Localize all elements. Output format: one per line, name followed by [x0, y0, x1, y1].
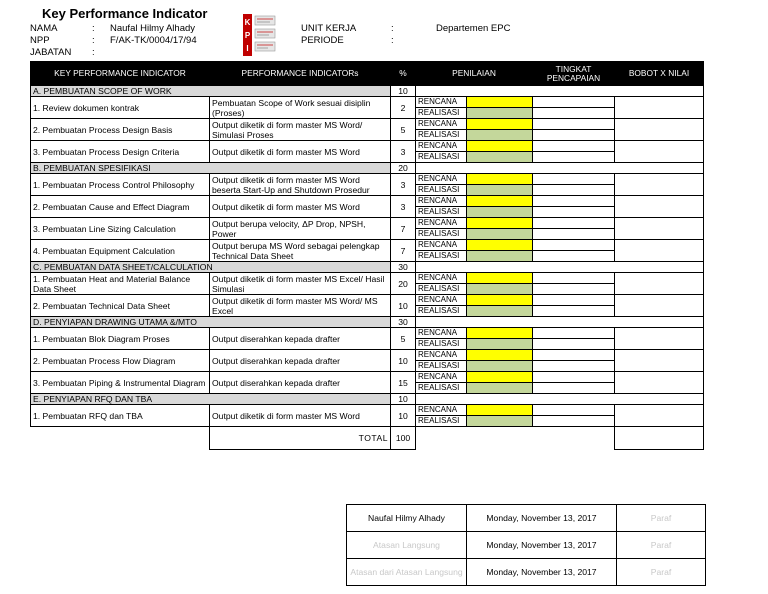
rencana-label: RENCANA: [416, 174, 467, 185]
realisasi-label: REALISASI: [416, 251, 467, 262]
rencana-value: [467, 196, 533, 207]
rencana-label: RENCANA: [416, 295, 467, 306]
label-jabatan: JABATAN: [30, 47, 72, 58]
tingkat-rencana: [533, 295, 615, 306]
signature-date: Monday, November 13, 2017: [467, 532, 617, 559]
table-row: [31, 196, 704, 207]
realisasi-label: REALISASI: [416, 416, 467, 427]
kpi-cell: 1. Pembuatan RFQ dan TBA: [31, 405, 210, 427]
section-title: A. PEMBUATAN SCOPE OF WORK: [31, 86, 391, 97]
total-spacer: [416, 427, 615, 450]
rencana-value: [467, 218, 533, 229]
signature-row: [347, 505, 706, 532]
section-percent: 20: [391, 163, 416, 174]
kpi-cell: 2. Pembuatan Process Flow Diagram: [31, 350, 210, 372]
rencana-value: [467, 295, 533, 306]
percent-cell: 7: [391, 240, 416, 262]
indicator-cell: Output diserahkan kepada drafter: [210, 350, 391, 372]
rencana-label: RENCANA: [416, 273, 467, 284]
tingkat-rencana: [533, 405, 615, 416]
tingkat-rencana: [533, 273, 615, 284]
indicator-cell: Output diketik di form master MS Word beserta Start-Up and Shutdown Prosedur: [210, 174, 391, 196]
col-header-penilaian: PENILAIAN: [416, 62, 533, 86]
tingkat-realisasi: [533, 152, 615, 163]
section-spacer: [416, 262, 704, 273]
indicator-cell: Pembuatan Scope of Work sesuai disiplin (Proses): [210, 97, 391, 119]
section-title: E. PENYIAPAN RFQ DAN TBA: [31, 394, 391, 405]
tingkat-rencana: [533, 119, 615, 130]
tingkat-realisasi: [533, 108, 615, 119]
section-spacer: [416, 86, 704, 97]
section-percent: 10: [391, 86, 416, 97]
kpi-cell: 2. Pembuatan Process Design Basis: [31, 119, 210, 141]
kpi-cell: 3. Pembuatan Line Sizing Calculation: [31, 218, 210, 240]
table-row: [31, 372, 704, 383]
realisasi-value: [467, 383, 533, 394]
tingkat-rencana: [533, 350, 615, 361]
indicator-cell: Output diketik di form master MS Word: [210, 405, 391, 427]
tingkat-rencana: [533, 328, 615, 339]
bobot-cell: [615, 97, 704, 119]
value-unit-kerja: Departemen EPC: [436, 23, 511, 34]
realisasi-label: REALISASI: [416, 207, 467, 218]
section-spacer: [416, 394, 704, 405]
total-label: TOTAL: [210, 427, 391, 450]
realisasi-value: [467, 229, 533, 240]
realisasi-value: [467, 108, 533, 119]
realisasi-label: REALISASI: [416, 185, 467, 196]
page-title: Key Performance Indicator: [42, 6, 208, 21]
section-percent: 30: [391, 317, 416, 328]
tingkat-realisasi: [533, 185, 615, 196]
bobot-cell: [615, 350, 704, 372]
tingkat-rencana: [533, 218, 615, 229]
bobot-cell: [615, 141, 704, 163]
tingkat-realisasi: [533, 306, 615, 317]
kpi-cell: 3. Pembuatan Process Design Criteria: [31, 141, 210, 163]
svg-text:P: P: [244, 31, 251, 40]
realisasi-label: REALISASI: [416, 229, 467, 240]
rencana-value: [467, 273, 533, 284]
realisasi-value: [467, 251, 533, 262]
realisasi-value: [467, 306, 533, 317]
rencana-value: [467, 405, 533, 416]
rencana-value: [467, 240, 533, 251]
table-row: [31, 174, 704, 185]
tingkat-realisasi: [533, 339, 615, 350]
total-row: [31, 427, 704, 450]
colon: :: [92, 47, 95, 58]
colon: :: [391, 35, 394, 46]
tingkat-rencana: [533, 97, 615, 108]
realisasi-value: [467, 339, 533, 350]
tingkat-realisasi: [533, 361, 615, 372]
section-row: [31, 86, 704, 97]
kpi-cell: 1. Review dokumen kontrak: [31, 97, 210, 119]
rencana-value: [467, 97, 533, 108]
section-percent: 30: [391, 262, 416, 273]
realisasi-value: [467, 284, 533, 295]
value-npp: F/AK-TK/0004/17/94: [110, 35, 197, 46]
section-percent: 10: [391, 394, 416, 405]
kpi-cell: 1. Pembuatan Blok Diagram Proses: [31, 328, 210, 350]
realisasi-value: [467, 416, 533, 427]
percent-cell: 2: [391, 97, 416, 119]
realisasi-value: [467, 207, 533, 218]
realisasi-value: [467, 185, 533, 196]
rencana-value: [467, 174, 533, 185]
rencana-label: RENCANA: [416, 350, 467, 361]
table-row: [31, 350, 704, 361]
tingkat-rencana: [533, 196, 615, 207]
colon: :: [92, 23, 95, 34]
tingkat-realisasi: [533, 284, 615, 295]
section-row: [31, 163, 704, 174]
kpi-table: [30, 61, 704, 450]
realisasi-label: REALISASI: [416, 339, 467, 350]
svg-text:K: K: [244, 18, 251, 27]
table-row: [31, 328, 704, 339]
signature-paraf: Paraf: [617, 505, 706, 532]
section-row: [31, 262, 704, 273]
percent-cell: 3: [391, 141, 416, 163]
table-row: [31, 240, 704, 251]
rencana-label: RENCANA: [416, 97, 467, 108]
percent-cell: 3: [391, 196, 416, 218]
signature-date: Monday, November 13, 2017: [467, 559, 617, 586]
bobot-cell: [615, 405, 704, 427]
kpi-logo: [243, 14, 277, 56]
indicator-cell: Output berupa velocity, ΔP Drop, NPSH, Power: [210, 218, 391, 240]
bobot-cell: [615, 218, 704, 240]
indicator-cell: Output diketik di form master MS Word/ MS Excel: [210, 295, 391, 317]
realisasi-label: REALISASI: [416, 306, 467, 317]
signature-name: Atasan Langsung: [347, 532, 467, 559]
tingkat-realisasi: [533, 251, 615, 262]
kpi-cell: 3. Pembuatan Piping & Instrumental Diagram: [31, 372, 210, 394]
bobot-cell: [615, 119, 704, 141]
svg-text:I: I: [246, 44, 249, 53]
bobot-cell: [615, 240, 704, 262]
percent-cell: 7: [391, 218, 416, 240]
signature-date: Monday, November 13, 2017: [467, 505, 617, 532]
realisasi-value: [467, 361, 533, 372]
signature-paraf: Paraf: [617, 559, 706, 586]
section-spacer: [416, 317, 704, 328]
percent-cell: 5: [391, 119, 416, 141]
colon: :: [391, 23, 394, 34]
signature-name: Atasan dari Atasan Langsung: [347, 559, 467, 586]
realisasi-label: REALISASI: [416, 361, 467, 372]
indicator-cell: Output diketik di form master MS Word/ Simulasi Proses: [210, 119, 391, 141]
total-spacer: [31, 427, 210, 450]
tingkat-rencana: [533, 372, 615, 383]
kpi-cell: 1. Pembuatan Process Control Philosophy: [31, 174, 210, 196]
realisasi-label: REALISASI: [416, 130, 467, 141]
rencana-label: RENCANA: [416, 372, 467, 383]
signature-name: Naufal Hilmy Alhady: [347, 505, 467, 532]
col-header-kpi: KEY PERFORMANCE INDICATOR: [31, 62, 210, 86]
bobot-cell: [615, 328, 704, 350]
tingkat-rencana: [533, 174, 615, 185]
col-header-bobot: BOBOT X NILAI: [615, 62, 704, 86]
section-row: [31, 394, 704, 405]
bobot-cell: [615, 174, 704, 196]
tingkat-realisasi: [533, 229, 615, 240]
tingkat-rencana: [533, 240, 615, 251]
percent-cell: 3: [391, 174, 416, 196]
table-header-row: [31, 62, 704, 86]
total-value: 100: [391, 427, 416, 450]
percent-cell: 10: [391, 405, 416, 427]
label-nama: NAMA: [30, 23, 58, 34]
indicator-cell: Output berupa MS Word sebagai pelengkap Technical Data Sheet: [210, 240, 391, 262]
label-unit-kerja: UNIT KERJA: [301, 23, 357, 34]
realisasi-value: [467, 152, 533, 163]
kpi-table-body: [31, 86, 704, 450]
indicator-cell: Output diserahkan kepada drafter: [210, 328, 391, 350]
bobot-cell: [615, 295, 704, 317]
section-title: C. PEMBUATAN DATA SHEET/CALCULATION: [31, 262, 391, 273]
kpi-cell: 4. Pembuatan Equipment Calculation: [31, 240, 210, 262]
section-title: B. PEMBUATAN SPESIFIKASI: [31, 163, 391, 174]
section-spacer: [416, 163, 704, 174]
col-header-indicator: PERFORMANCE INDICATORs: [210, 62, 391, 86]
realisasi-label: REALISASI: [416, 383, 467, 394]
tingkat-rencana: [533, 141, 615, 152]
value-nama: Naufal Hilmy Alhady: [110, 23, 196, 34]
kpi-cell: 2. Pembuatan Technical Data Sheet: [31, 295, 210, 317]
realisasi-label: REALISASI: [416, 152, 467, 163]
kpi-cell: 1. Pembuatan Heat and Material Balance Data Sheet: [31, 273, 210, 295]
indicator-cell: Output diserahkan kepada drafter: [210, 372, 391, 394]
table-row: [31, 295, 704, 306]
percent-cell: 20: [391, 273, 416, 295]
percent-cell: 15: [391, 372, 416, 394]
col-header-tingkat: TINGKAT PENCAPAIAN: [533, 62, 615, 86]
bobot-cell: [615, 273, 704, 295]
rencana-label: RENCANA: [416, 196, 467, 207]
indicator-cell: Output diketik di form master MS Word: [210, 141, 391, 163]
indicator-cell: Output diketik di form master MS Word: [210, 196, 391, 218]
label-periode: PERIODE: [301, 35, 344, 46]
label-npp: NPP: [30, 35, 50, 46]
section-title: D. PENYIAPAN DRAWING UTAMA &/MTO: [31, 317, 391, 328]
rencana-label: RENCANA: [416, 119, 467, 130]
rencana-value: [467, 372, 533, 383]
tingkat-realisasi: [533, 416, 615, 427]
table-row: [31, 141, 704, 152]
rencana-value: [467, 119, 533, 130]
indicator-cell: Output diketik di form master MS Excel/ Hasil Simulasi: [210, 273, 391, 295]
total-bobot-cell: [615, 427, 704, 450]
table-row: [31, 97, 704, 108]
table-row: [31, 218, 704, 229]
table-row: [31, 273, 704, 284]
rencana-label: RENCANA: [416, 405, 467, 416]
rencana-label: RENCANA: [416, 141, 467, 152]
signature-table: [346, 504, 706, 586]
realisasi-label: REALISASI: [416, 284, 467, 295]
tingkat-realisasi: [533, 130, 615, 141]
rencana-label: RENCANA: [416, 240, 467, 251]
percent-cell: 10: [391, 350, 416, 372]
tingkat-realisasi: [533, 383, 615, 394]
signature-row: [347, 532, 706, 559]
col-header-percent: %: [391, 62, 416, 86]
table-row: [31, 405, 704, 416]
rencana-value: [467, 141, 533, 152]
percent-cell: 5: [391, 328, 416, 350]
colon: :: [92, 35, 95, 46]
tingkat-realisasi: [533, 207, 615, 218]
rencana-label: RENCANA: [416, 328, 467, 339]
realisasi-label: REALISASI: [416, 108, 467, 119]
percent-cell: 10: [391, 295, 416, 317]
kpi-cell: 2. Pembuatan Cause and Effect Diagram: [31, 196, 210, 218]
realisasi-value: [467, 130, 533, 141]
section-row: [31, 317, 704, 328]
signature-row: [347, 559, 706, 586]
table-row: [31, 119, 704, 130]
rencana-label: RENCANA: [416, 218, 467, 229]
rencana-value: [467, 328, 533, 339]
bobot-cell: [615, 196, 704, 218]
rencana-value: [467, 350, 533, 361]
bobot-cell: [615, 372, 704, 394]
signature-paraf: Paraf: [617, 532, 706, 559]
